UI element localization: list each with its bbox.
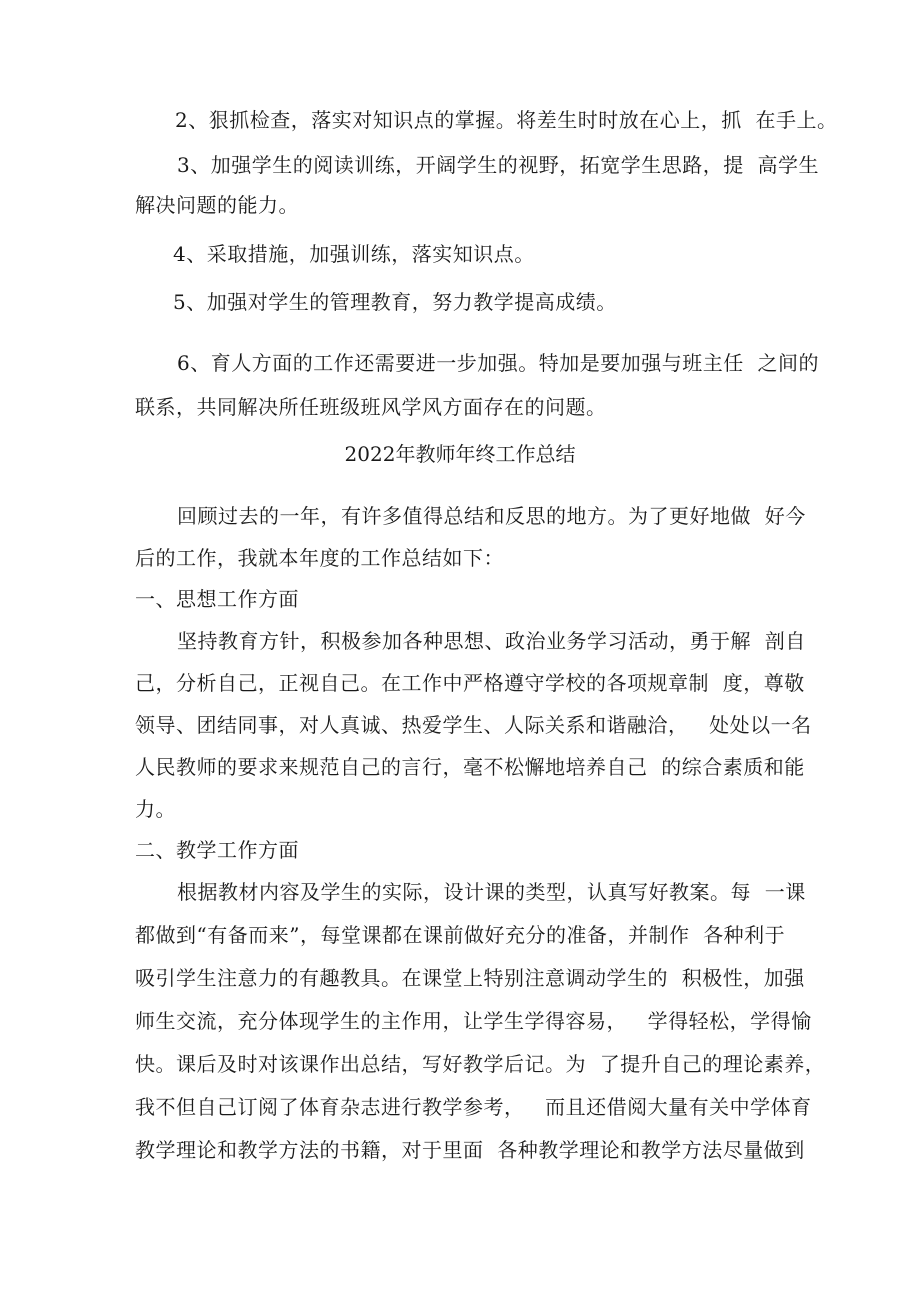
section-heading-teaching: 二、教学工作方面 [135, 838, 299, 862]
list-item-4: 4、采取措施，加强训练，落实知识点。 [173, 242, 535, 266]
intro-line-1: 回顾过去的一年，有许多值得总结和反思的地方。为了更好地做 好今 [177, 504, 806, 528]
section-2-line-1: 根据教材内容及学生的实际，设计课的类型，认真写好教案。每 一课 [177, 880, 806, 904]
section-2-line-6: 我不但自己订阅了体育杂志进行教学参考， 而且还借阅大量有关中学体育 [135, 1095, 812, 1119]
list-item-6-line-1: 6、育人方面的工作还需要进一步加强。特加是要加强与班主任 之间的 [177, 351, 819, 375]
section-2-line-7: 教学理论和教学方法的书籍，对于里面 各种教学理论和教学方法尽量做到 [135, 1138, 805, 1162]
list-item-2: 2、狠抓检查，落实对知识点的掌握。将差生时时放在心上，抓 在手上。 [175, 108, 838, 132]
section-2-line-4: 师生交流，充分体现学生的主作用，让学生学得容易， 学得轻松，学得愉 [135, 1009, 812, 1033]
intro-line-2: 后的工作，我就本年度的工作总结如下： [135, 546, 504, 570]
list-item-5: 5、加强对学生的管理教育，努力教学提高成绩。 [173, 290, 617, 314]
section-1-line-5: 力。 [135, 797, 176, 821]
section-2-line-5: 快。课后及时对该课作出总结，写好教学后记。为 了提升自己的理论素养， [135, 1052, 826, 1076]
list-item-3-line-2: 解决问题的能力。 [135, 193, 299, 217]
section-2-line-3: 吸引学生注意力的有趣教具。在课堂上特别注意调动学生的 积极性，加强 [135, 966, 805, 990]
section-heading-ideology: 一、思想工作方面 [135, 587, 299, 611]
list-item-6-line-2: 联系，共同解决所任班级班风学风方面存在的问题。 [135, 395, 607, 419]
section-1-line-4: 人民教师的要求来规范自己的言行，毫不松懈地培养自己 的综合素质和能 [135, 755, 805, 779]
section-2-line-2: 都做到“有备而来”，每堂课都在课前做好充分的准备，并制作 各种利于 [135, 923, 786, 947]
list-item-3-line-1: 3、加强学生的阅读训练，开阔学生的视野，拓宽学生思路，提 高学生 [177, 153, 819, 177]
document-title: 2022年教师年终工作总结 [344, 442, 576, 466]
section-1-line-2: 己，分析自己，正视自己。在工作中严格遵守学校的各项规章制 度，尊敬 [135, 671, 805, 695]
section-1-line-1: 坚持教育方针，积极参加各种思想、政治业务学习活动，勇于解 剖自 [177, 629, 806, 653]
section-1-line-3: 领导、团结同事，对人真诚、热爱学生、人际关系和谐融洽， 处处以一名 [135, 713, 812, 737]
